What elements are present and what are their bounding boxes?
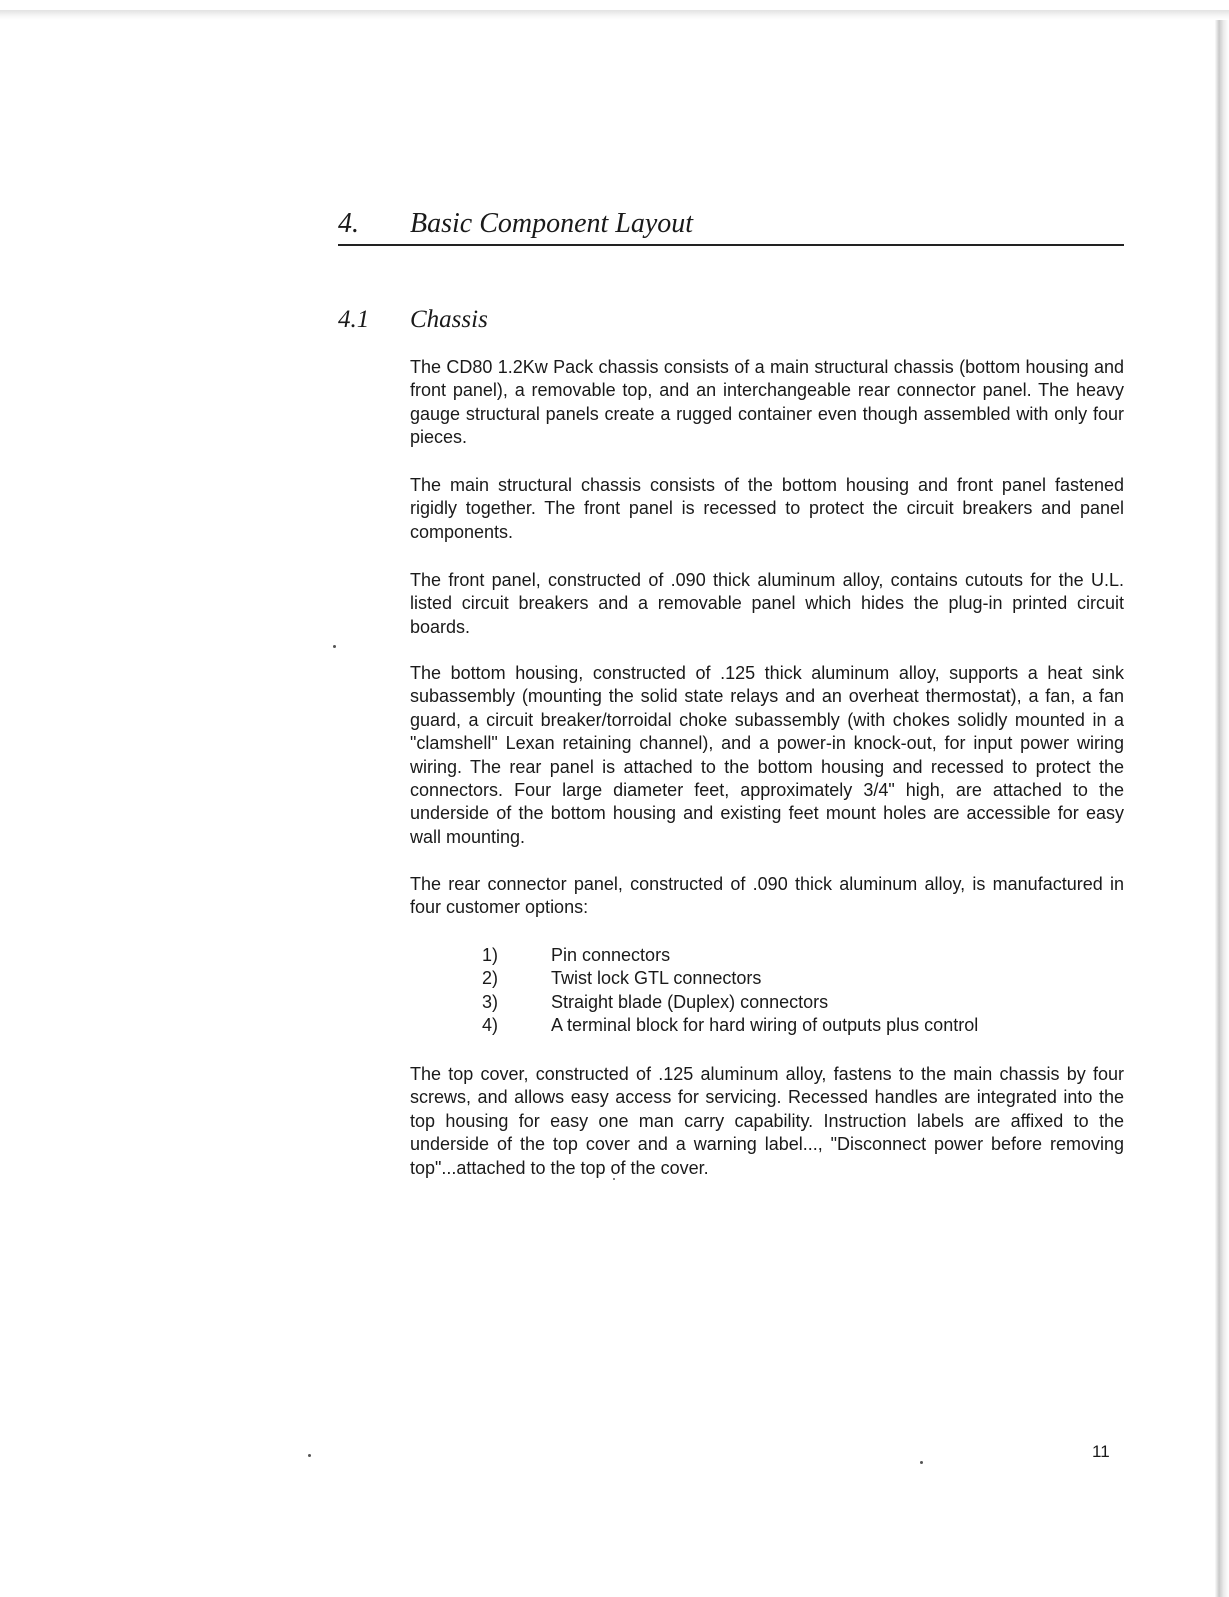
option-text: Straight blade (Duplex) connectors (551, 991, 829, 1012)
scan-speck (308, 1454, 311, 1457)
paragraph-front-panel: The front panel, constructed of .090 thick aluminum alloy, contains cutouts for the U.L. listed circuit breakers and a removable panel which hides the plug-in printed circuit boards. (410, 570, 1124, 637)
option-text: Pin connectors (551, 945, 671, 965)
scan-speck (613, 1178, 615, 1180)
paragraph-main-structural-chassis: The main structural chassis consists of the bottom housing and front panel fastened rigidly together. The front panel is recessed to protect the circuit breakers and panel components. (410, 475, 1124, 542)
scan-right-edge (1203, 20, 1229, 1597)
section-title: Chassis (410, 306, 488, 333)
option-number: 1) (481, 945, 498, 965)
paragraph-chassis-overview: The CD80 1.2Kw Pack chassis consists of a main structural chassis (bottom housing and front panel), a removable top, and an interchangeable rear connector panel. The heavy gauge structural panels create a rugged container even though assembled with only four pieces. (410, 357, 1124, 448)
page-number: 11 (1092, 1442, 1110, 1461)
option-number: 3) (481, 991, 498, 1012)
scan-speck (920, 1461, 923, 1464)
paragraph-bottom-housing: The bottom housing, constructed of .125 thick aluminum alloy, supports a heat sink subassembly (mounting the solid state relays and an overheat thermostat), a fan, a fan guard, a circuit breaker/torroidal choke subassembly (with chokes solidly mounted in a "clamshell" Lexan retaining channel), and a power-in knock-out, for input power wiring wiring. The rear panel is attached to the bottom housing and recessed to protect the connectors. Four large diameter feet, approximately 3/4" high, are attached to the underside of the bottom housing and existing feet mount holes are accessible for easy wall mounting. (410, 663, 1124, 847)
paragraph-top-cover: The top cover, constructed of .125 aluminum alloy, fastens to the main chassis by four screws, and allows easy access for servicing. Recessed handles are integrated into the top housing for easy one man carry capability. Instruction labels are affixed to the underside of the top cover and a warning label..., "Disconnect power before removing top"...attached to the top of the cover. (410, 1064, 1124, 1178)
option-number: 4) (481, 1015, 498, 1036)
chapter-title: Basic Component Layout (410, 208, 694, 239)
chapter-number: 4. (338, 208, 359, 239)
scan-speck (333, 645, 336, 648)
section-number: 4.1 (338, 306, 370, 333)
option-text: A terminal block for hard wiring of outputs plus control (551, 1015, 979, 1036)
scan-top-edge (0, 10, 1229, 20)
option-text: Twist lock GTL connectors (551, 968, 762, 989)
paragraph-rear-connector-panel: The rear connector panel, constructed of .090 thick aluminum alloy, is manufactured in four customer options: (410, 874, 1124, 918)
chapter-heading (338, 208, 1124, 246)
option-number: 2) (481, 968, 498, 989)
